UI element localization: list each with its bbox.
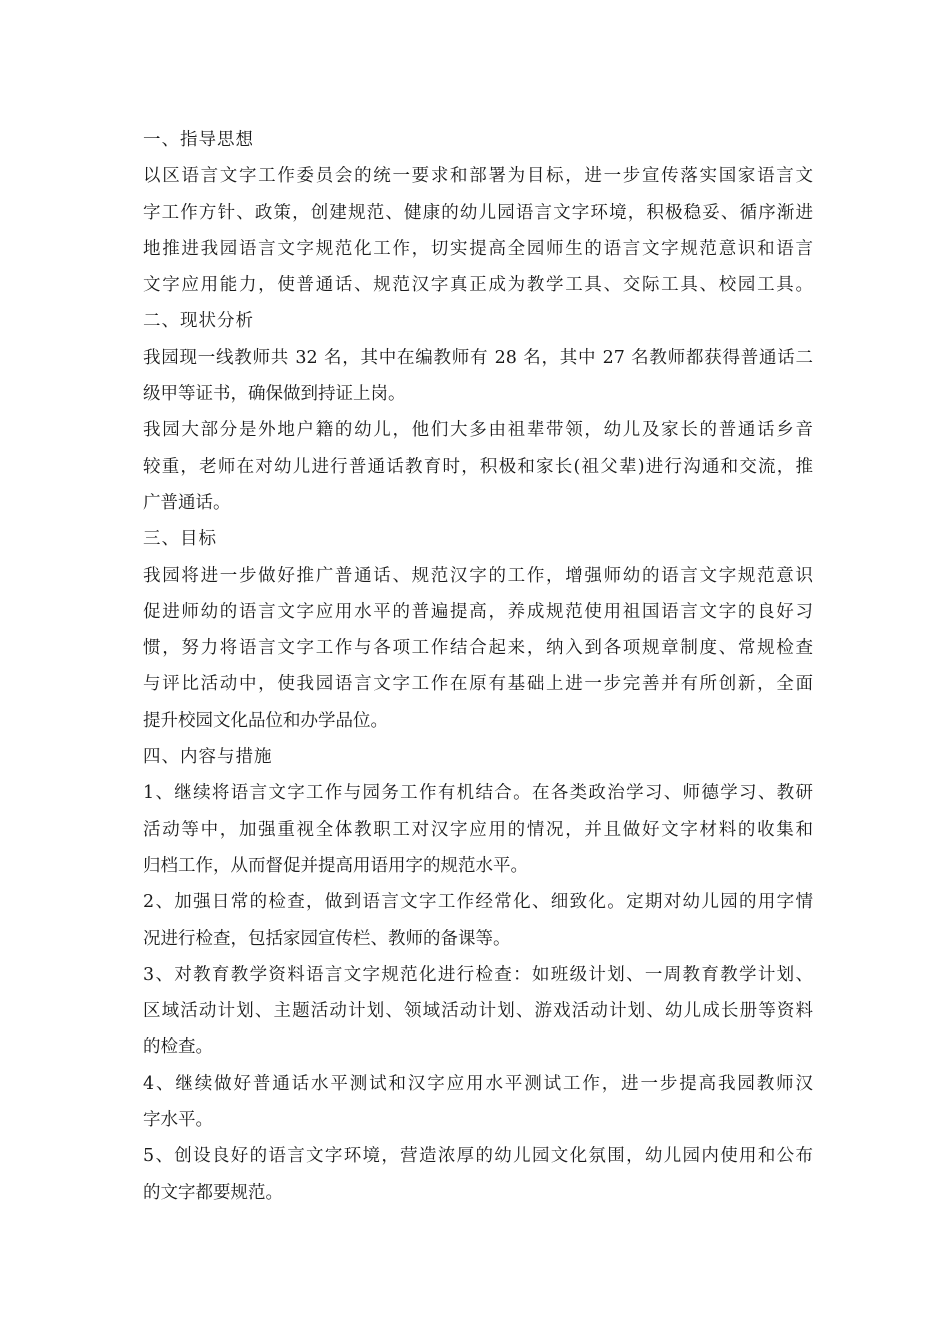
paragraph-line: 广普通话。	[143, 492, 231, 513]
paragraph-line: 2、加强日常的检查，做到语言文字工作经常化、细致化。定期对幼儿园的用字情	[143, 892, 813, 913]
paragraph-line: 活动等中，加强重视全体教职工对汉字应用的情况，并且做好文字材料的收集和	[143, 819, 813, 840]
document-body	[143, 122, 813, 1211]
paragraph	[143, 340, 813, 413]
section-heading: 一、指导思想	[143, 130, 254, 150]
paragraph-line: 提升校园文化品位和办学品位。	[143, 710, 388, 731]
paragraph-line: 惯，努力将语言文字工作与各项工作结合起来，纳入到各项规章制度、常规检查	[143, 638, 813, 659]
paragraph-line: 字水平。	[143, 1110, 213, 1131]
numbered-item	[143, 1138, 813, 1211]
numbered-item	[143, 775, 813, 884]
paragraph-line: 1、继续将语言文字工作与园务工作有机结合。在各类政治学习、师德学习、教研	[143, 783, 813, 804]
paragraph-line: 以区语言文字工作委员会的统一要求和部署为目标，进一步宣传落实国家语言文	[143, 166, 813, 187]
paragraph-line: 4、继续做好普通话水平测试和汉字应用水平测试工作，进一步提高我园教师汉	[143, 1073, 813, 1094]
paragraph-line: 地推进我园语言文字规范化工作，切实提高全园师生的语言文字规范意识和语言	[143, 238, 813, 259]
paragraph-line: 况进行检查，包括家园宣传栏、教师的备课等。	[143, 928, 511, 949]
paragraph-line: 我园现一线教师共 32 名，其中在编教师有 28 名，其中 27 名教师都获得普通话二	[143, 347, 813, 368]
paragraph-line: 较重，老师在对幼儿进行普通话教育时，积极和家长(祖父辈)进行沟通和交流，推	[143, 456, 813, 477]
paragraph	[143, 558, 813, 739]
paragraph-line: 字工作方针、政策，创建规范、健康的幼儿园语言文字环境，积极稳妥、循序渐进	[143, 202, 813, 223]
paragraph-line: 级甲等证书，确保做到持证上岗。	[143, 384, 406, 405]
paragraph-line: 与评比活动中，使我园语言文字工作在原有基础上进一步完善并有所创新，全面	[143, 674, 813, 695]
paragraph-line: 我园大部分是外地户籍的幼儿，他们大多由祖辈带领，幼儿及家长的普通话乡音	[143, 420, 813, 441]
paragraph-line: 区域活动计划、主题活动计划、领域活动计划、游戏活动计划、幼儿成长册等资料	[143, 1001, 813, 1022]
section-heading: 三、目标	[143, 529, 217, 550]
paragraph-line: 文字应用能力，使普通话、规范汉字真正成为教学工具、交际工具、校园工具。	[143, 275, 813, 296]
numbered-item	[143, 957, 813, 1066]
paragraph	[143, 412, 813, 521]
paragraph-line: 的检查。	[143, 1037, 213, 1058]
paragraph	[143, 158, 813, 303]
paragraph-line: 的文字都要规范。	[143, 1182, 283, 1203]
section-heading: 四、内容与措施	[143, 747, 273, 768]
paragraph-line: 归档工作，从而督促并提高用语用字的规范水平。	[143, 855, 528, 876]
paragraph-line: 促进师幼的语言文字应用水平的普遍提高，养成规范使用祖国语言文字的良好习	[143, 601, 813, 622]
paragraph-line: 5、创设良好的语言文字环境，营造浓厚的幼儿园文化氛围，幼儿园内使用和公布	[143, 1146, 813, 1167]
paragraph-line: 3、对教育教学资料语言文字规范化进行检查：如班级计划、一周教育教学计划、	[143, 964, 813, 985]
paragraph-line: 我园将进一步做好推广普通话、规范汉字的工作，增强师幼的语言文字规范意识	[143, 565, 813, 586]
numbered-item	[143, 884, 813, 957]
numbered-item	[143, 1066, 813, 1139]
section-heading: 二、现状分析	[143, 311, 254, 332]
